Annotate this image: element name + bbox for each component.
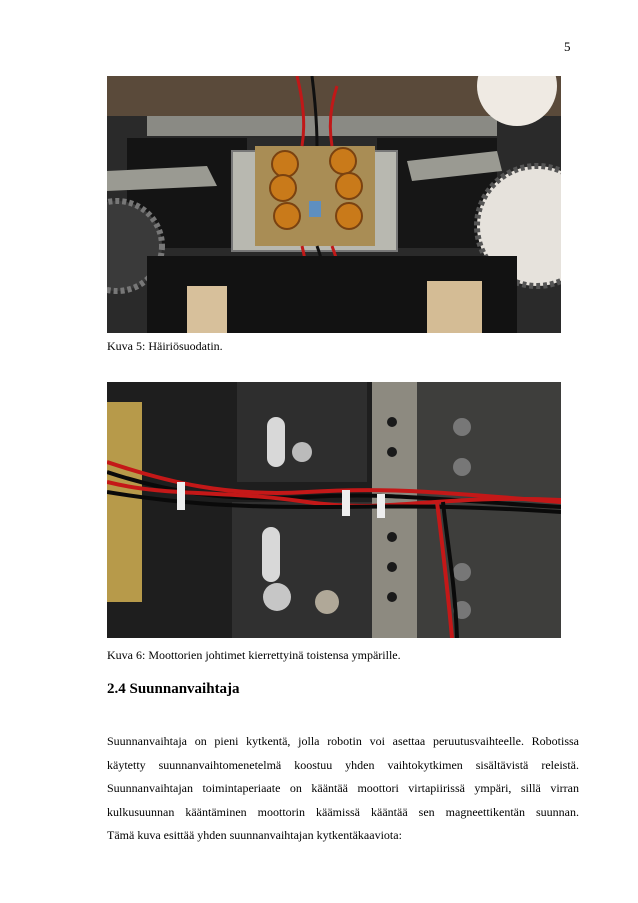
figure-twisted-wires-photo <box>107 382 561 638</box>
page-number: 5 <box>564 39 571 54</box>
paragraph-line: Suunnanvaihtajan toimintaperiaate on kääntää moottori virtapiirissä ympäri, sillä virran <box>107 781 579 796</box>
paragraph-line: käytetty suunnanvaihtomenetelmä koostuu yhden vaihtokytkimen sisältävistä releistä. <box>107 757 579 772</box>
section-heading: 2.4 Suunnanvaihtaja <box>107 681 240 697</box>
section-paragraph <box>107 730 579 848</box>
noise-filter-photo <box>107 76 561 333</box>
figure-6-caption: Kuva 6: Moottorien johtimet kierrettyinä toistensa ympärille. <box>107 648 401 662</box>
twisted-wires-photo <box>107 382 561 638</box>
paragraph-line: Suunnanvaihtaja on pieni kytkentä, jolla robotin voi asettaa peruutusvaihteelle. Robotissa <box>107 734 579 748</box>
paragraph-line: Tämä kuva esittää yhden suunnanvaihtajan kytkentäkaaviota: <box>107 828 402 843</box>
paragraph-line: kulkusuunnan kääntäminen moottorin käämissä kääntää sen magneettikentän suunnan. <box>107 804 579 819</box>
figure-5-caption: Kuva 5: Häiriösuodatin. <box>107 339 223 353</box>
figure-noise-filter-photo <box>107 76 561 333</box>
